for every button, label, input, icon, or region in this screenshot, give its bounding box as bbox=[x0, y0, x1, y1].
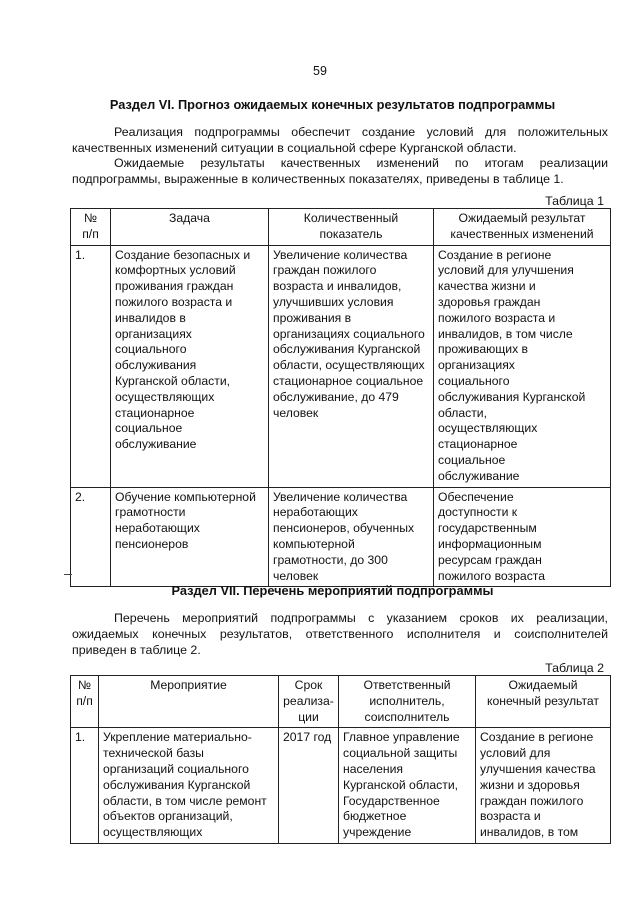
table-2-header-row bbox=[71, 676, 611, 728]
cell-text-line: области, bbox=[438, 405, 487, 420]
cell-text-line: компьютерной bbox=[273, 536, 355, 551]
indicator-cell bbox=[269, 487, 434, 587]
cell-text-line: проживания в bbox=[273, 310, 352, 325]
paragraph-line: подпрограммы, выраженные в количественных показателях, приведены в таблице 1. bbox=[72, 172, 564, 186]
section-6-paragraph-2 bbox=[72, 155, 608, 187]
cell-text-line: качества жизни и bbox=[438, 279, 536, 294]
cell-text-line: Увеличение количества bbox=[273, 247, 408, 262]
cell-text-line: 2017 год bbox=[283, 730, 332, 745]
result-cell bbox=[476, 728, 611, 844]
task-cell bbox=[111, 487, 269, 587]
cell-text-line: Обучение компьютерной bbox=[115, 489, 256, 504]
section-6-title: Раздел VI. Прогноз ожидаемых конечных результатов подпрограммы bbox=[109, 97, 556, 112]
cell-text-line: Создание безопасных и bbox=[115, 247, 251, 262]
cell-text-line: условий для bbox=[480, 746, 551, 761]
cell-text-line: учреждение bbox=[343, 825, 412, 840]
responsible-cell bbox=[339, 728, 476, 844]
section-7-title: Раздел VII. Перечень мероприятий подпрограммы bbox=[171, 583, 494, 598]
table-row bbox=[71, 487, 611, 587]
table-1-caption: Таблица 1 bbox=[545, 194, 604, 208]
term-cell bbox=[279, 728, 339, 844]
cell-text-line: Курганской области, bbox=[343, 777, 459, 792]
cell-text-line: осуществляющих bbox=[103, 825, 203, 840]
cell-text-line: организациях bbox=[115, 326, 192, 341]
cell-text-line: обслуживания Курганской bbox=[273, 342, 421, 357]
cell-text-line: граждан пожилого bbox=[480, 793, 584, 808]
cell-text-line: обслуживания Курганской bbox=[103, 777, 251, 792]
cell-text-line: обслуживания bbox=[115, 358, 197, 373]
scan-mark bbox=[64, 574, 72, 575]
cell-text-line: Создание в регионе bbox=[438, 247, 552, 262]
cell-text-line: осуществляющих bbox=[438, 421, 538, 436]
cell-text-line: возраста и инвалидов, bbox=[273, 279, 402, 294]
cell-text-line: граждан пожилого bbox=[273, 263, 377, 278]
table-1-header-row bbox=[71, 209, 611, 246]
cell-text-line: обслуживание, до 479 bbox=[273, 389, 399, 404]
cell-text-line: Главное управление bbox=[343, 730, 460, 745]
table-2 bbox=[70, 675, 611, 844]
cell-text-line: обслуживание bbox=[115, 437, 197, 452]
cell-text-line: инвалидов в bbox=[115, 310, 186, 325]
column-header-measure: Мероприятие bbox=[99, 676, 279, 728]
cell-text-line: инвалидов, в том числе bbox=[438, 326, 573, 341]
cell-text-line: пожилого возраста и bbox=[438, 310, 556, 325]
cell-text-line: Увеличение количества bbox=[273, 489, 408, 504]
cell-text-line: населения bbox=[343, 761, 404, 776]
cell-text-line: проживающих в bbox=[438, 342, 529, 357]
cell-text-line: социальное bbox=[438, 452, 506, 467]
table-2-caption: Таблица 2 bbox=[545, 661, 604, 675]
cell-text-line: стационарное bbox=[438, 437, 518, 452]
cell-text-line: грамотности bbox=[115, 505, 186, 520]
cell-text-line: социальное bbox=[115, 421, 183, 436]
cell-text-line: Укрепление материально- bbox=[103, 730, 252, 745]
cell-text-line: неработающих bbox=[115, 521, 200, 536]
cell-text-line: обслуживания Курганской bbox=[438, 389, 586, 404]
table-row bbox=[71, 245, 611, 487]
cell-text-line: области, осуществляющих bbox=[273, 358, 425, 373]
cell-text-line: организациях bbox=[438, 358, 515, 373]
cell-text-line: проживания граждан bbox=[115, 279, 234, 294]
cell-text-line: условий для улучшения bbox=[438, 263, 574, 278]
paragraph-line: качественных изменений ситуации в социальной сфере Курганской области. bbox=[72, 141, 517, 155]
paragraph-line: приведен в таблице 2. bbox=[72, 643, 201, 657]
column-header-result: Ожидаемый результат качественных изменений bbox=[434, 209, 611, 246]
section-6-paragraph-1 bbox=[72, 124, 608, 156]
cell-text-line: пожилого возраста и bbox=[115, 294, 233, 309]
cell-text-line: инвалидов, в том bbox=[480, 825, 579, 840]
column-header-term: Срок реализа- ции bbox=[279, 676, 339, 728]
cell-text-line: Обеспечение bbox=[438, 489, 514, 504]
column-header-number: № п/п bbox=[71, 676, 99, 728]
cell-text-line: государственным bbox=[438, 521, 537, 536]
cell-text-line: Курганской области, bbox=[115, 373, 231, 388]
cell-text-line: неработающих bbox=[273, 505, 358, 520]
cell-text-line: улучшения качества bbox=[480, 761, 596, 776]
cell-text-line: человек bbox=[273, 568, 319, 583]
column-header-responsible: Ответственный исполнитель, соисполнитель bbox=[339, 676, 476, 728]
cell-text-line: возраста и bbox=[480, 809, 541, 824]
cell-text-line: организациях социального bbox=[273, 326, 425, 341]
cell-text-line: информационным bbox=[438, 536, 542, 551]
result-cell bbox=[434, 487, 611, 587]
paragraph-line: Реализация подпрограммы обеспечит создание условий для положительных bbox=[114, 125, 608, 139]
cell-text-line: объектов организаций, bbox=[103, 809, 233, 824]
column-header-indicator: Количественный показатель bbox=[269, 209, 434, 246]
cell-text-line: комфортных условий bbox=[115, 263, 236, 278]
cell-text-line: ресурсам граждан bbox=[438, 552, 542, 567]
cell-text-line: бюджетное bbox=[343, 809, 407, 824]
cell-text-line: организаций социального bbox=[103, 761, 249, 776]
cell-text-line: Государственное bbox=[343, 793, 440, 808]
cell-text-line: грамотности, до 300 bbox=[273, 552, 388, 567]
row-number: 2. bbox=[71, 487, 111, 587]
column-header-result: Ожидаемый конечный результат bbox=[476, 676, 611, 728]
cell-text-line: социального bbox=[438, 373, 510, 388]
cell-text-line: человек bbox=[273, 405, 319, 420]
cell-text-line: Создание в регионе bbox=[480, 730, 594, 745]
cell-text-line: области, в том числе ремонт bbox=[103, 793, 267, 808]
column-header-task: Задача bbox=[111, 209, 269, 246]
paragraph-line: Перечень мероприятий подпрограммы с указанием сроков их реализации, bbox=[114, 611, 608, 625]
column-header-number: № п/п bbox=[71, 209, 111, 246]
section-7-paragraph bbox=[72, 610, 608, 658]
table-row bbox=[71, 728, 611, 844]
measure-cell bbox=[99, 728, 279, 844]
cell-text-line: социального bbox=[115, 342, 187, 357]
cell-text-line: стационарное социальное bbox=[273, 373, 424, 388]
cell-text-line: доступности к bbox=[438, 505, 518, 520]
cell-text-line: улучшивших условия bbox=[273, 294, 394, 309]
row-number: 1. bbox=[71, 728, 99, 844]
cell-text-line: пенсионеров bbox=[115, 536, 189, 551]
table-1 bbox=[70, 208, 611, 587]
result-cell bbox=[434, 245, 611, 487]
paragraph-line: Ожидаемые результаты качественных изменений по итогам реализации bbox=[114, 156, 608, 170]
cell-text-line: социальной защиты bbox=[343, 746, 458, 761]
cell-text-line: обслуживание bbox=[438, 468, 520, 483]
page-number: 59 bbox=[313, 64, 327, 78]
cell-text-line: осуществляющих bbox=[115, 389, 215, 404]
indicator-cell bbox=[269, 245, 434, 487]
cell-text-line: технической базы bbox=[103, 746, 204, 761]
cell-text-line: пожилого возраста bbox=[438, 568, 546, 583]
paragraph-line: ожидаемых конечных результатов, ответственного исполнителя и соисполнителей bbox=[72, 627, 608, 641]
cell-text-line: стационарное bbox=[115, 405, 195, 420]
row-number: 1. bbox=[71, 245, 111, 487]
task-cell bbox=[111, 245, 269, 487]
cell-text-line: пенсионеров, обученных bbox=[273, 521, 415, 536]
cell-text-line: здоровья граждан bbox=[438, 294, 541, 309]
cell-text-line: жизни и здоровья bbox=[480, 777, 580, 792]
